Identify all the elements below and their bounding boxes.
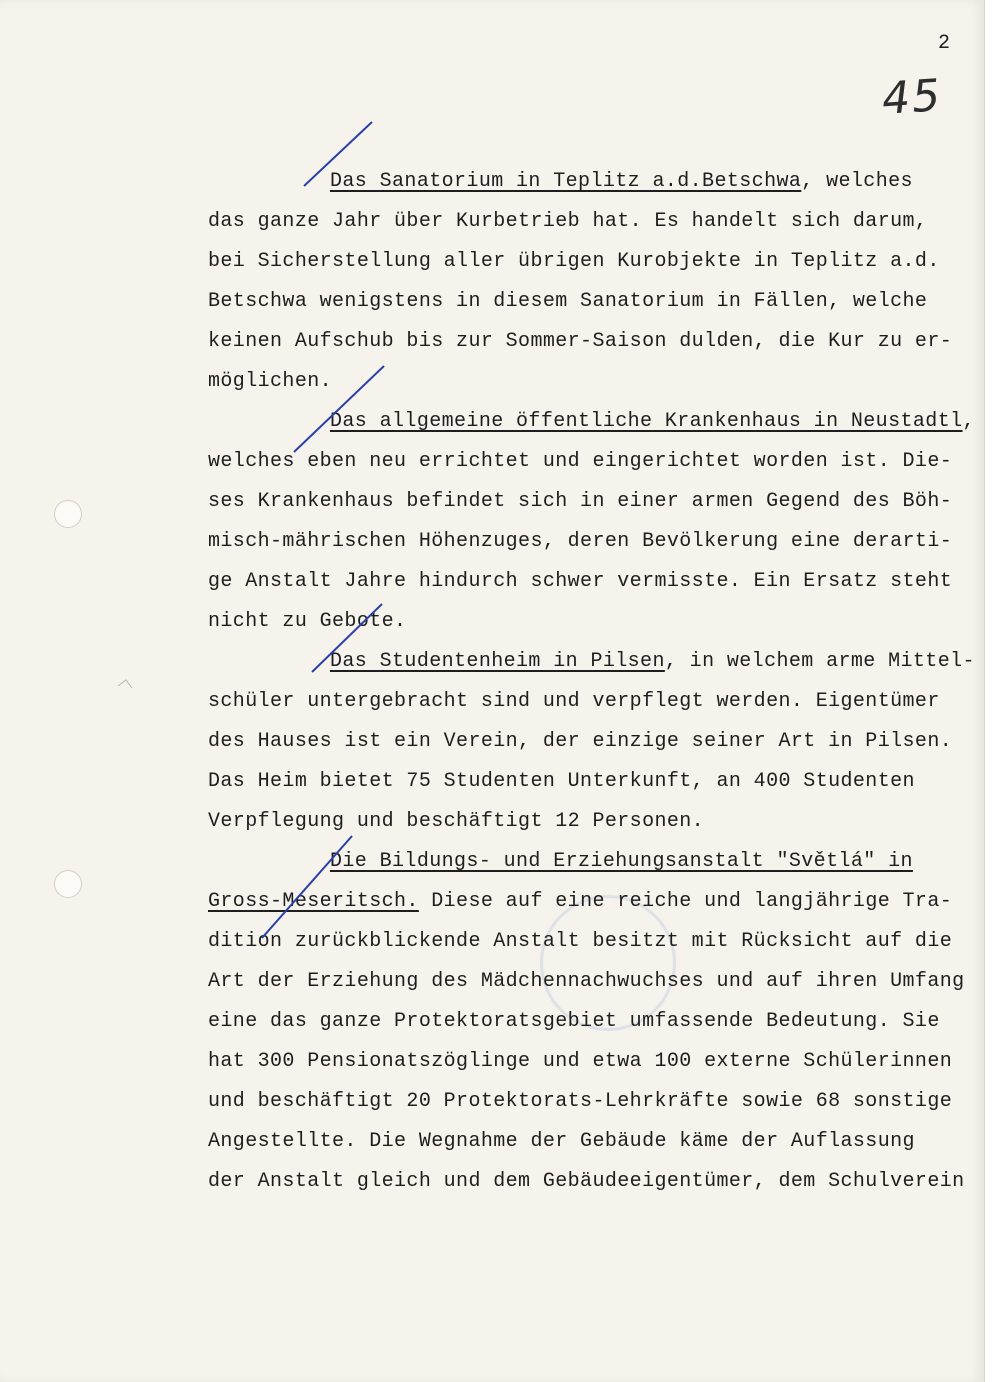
- page-number: 2: [938, 32, 951, 55]
- text-line: ge Anstalt Jahre hindurch schwer vermisste. Ein Ersatz steht: [208, 570, 953, 593]
- text-line: und beschäftigt 20 Protektorats-Lehrkräfte sowie 68 sonstige: [208, 1090, 953, 1113]
- text-line: hat 300 Pensionatszöglinge und etwa 100 externe Schülerinnen: [208, 1050, 953, 1073]
- text-line: das ganze Jahr über Kurbetrieb hat. Es handelt sich darum,: [208, 210, 928, 233]
- pen-check-mark: [262, 836, 352, 938]
- heading-studentenheim: Das Studentenheim in Pilsen: [330, 650, 665, 673]
- heading-continuation: Diese auf eine reiche und langjährige Tra-: [418, 890, 953, 913]
- handwritten-folio-number: 45: [880, 69, 944, 126]
- heading-continuation: , welches: [801, 170, 913, 193]
- text-line: bei Sicherstellung aller übrigen Kurobjekte in Teplitz a.d.: [208, 250, 940, 273]
- text-line: Art der Erziehung des Mädchennachwuchses und auf ihren Umfang: [208, 970, 965, 993]
- heading-continuation: , in welchem arme Mittel-: [664, 650, 975, 673]
- pen-check-mark: [312, 604, 382, 672]
- text-line: des Hauses ist ein Verein, der einzige seiner Art in Pilsen.: [208, 730, 953, 753]
- text-line: eine das ganze Protektoratsgebiet umfassende Bedeutung. Sie: [208, 1010, 940, 1033]
- pen-check-mark: [304, 122, 372, 186]
- text-line: nicht zu Gebote.: [208, 610, 407, 633]
- heading-krankenhaus: Das allgemeine öffentliche Krankenhaus in Neustadtl: [330, 410, 963, 433]
- text-line: misch-mährischen Höhenzuges, deren Bevölkerung eine derarti-: [208, 530, 953, 553]
- text-line: der Anstalt gleich und dem Gebäudeeigentümer, dem Schulverein: [208, 1170, 965, 1193]
- heading-bildungsanstalt-place: Gross-Meseritsch.: [208, 890, 419, 913]
- text-line: ses Krankenhaus befindet sich in einer armen Gegend des Böh-: [208, 490, 953, 513]
- text-line: Angestellte. Die Wegnahme der Gebäude käme der Auflassung: [208, 1130, 915, 1153]
- text-line: Verpflegung und beschäftigt 12 Personen.: [208, 810, 705, 833]
- text-line: schüler untergebracht sind und verpflegt werden. Eigentümer: [208, 690, 940, 713]
- text-line: Betschwa wenigstens in diesem Sanatorium in Fällen, welche: [208, 290, 928, 313]
- text-line: möglichen.: [208, 370, 333, 393]
- heading-sanatorium: Das Sanatorium in Teplitz a.d.Betschwa: [330, 170, 802, 193]
- faint-pencil-mark: [118, 680, 132, 688]
- pen-check-mark: [294, 366, 384, 452]
- heading-continuation: ,: [962, 410, 975, 433]
- heading-bildungsanstalt: Die Bildungs- und Erziehungsanstalt "Světlá" in: [330, 850, 913, 873]
- text-line: dition zurückblickende Anstalt besitzt mit Rücksicht auf die: [208, 930, 953, 953]
- text-line: keinen Aufschub bis zur Sommer-Saison dulden, die Kur zu er-: [208, 330, 953, 353]
- text-line: welches eben neu errichtet und eingerichtet worden ist. Die-: [208, 450, 953, 473]
- text-line: Das Heim bietet 75 Studenten Unterkunft, an 400 Studenten: [208, 770, 915, 793]
